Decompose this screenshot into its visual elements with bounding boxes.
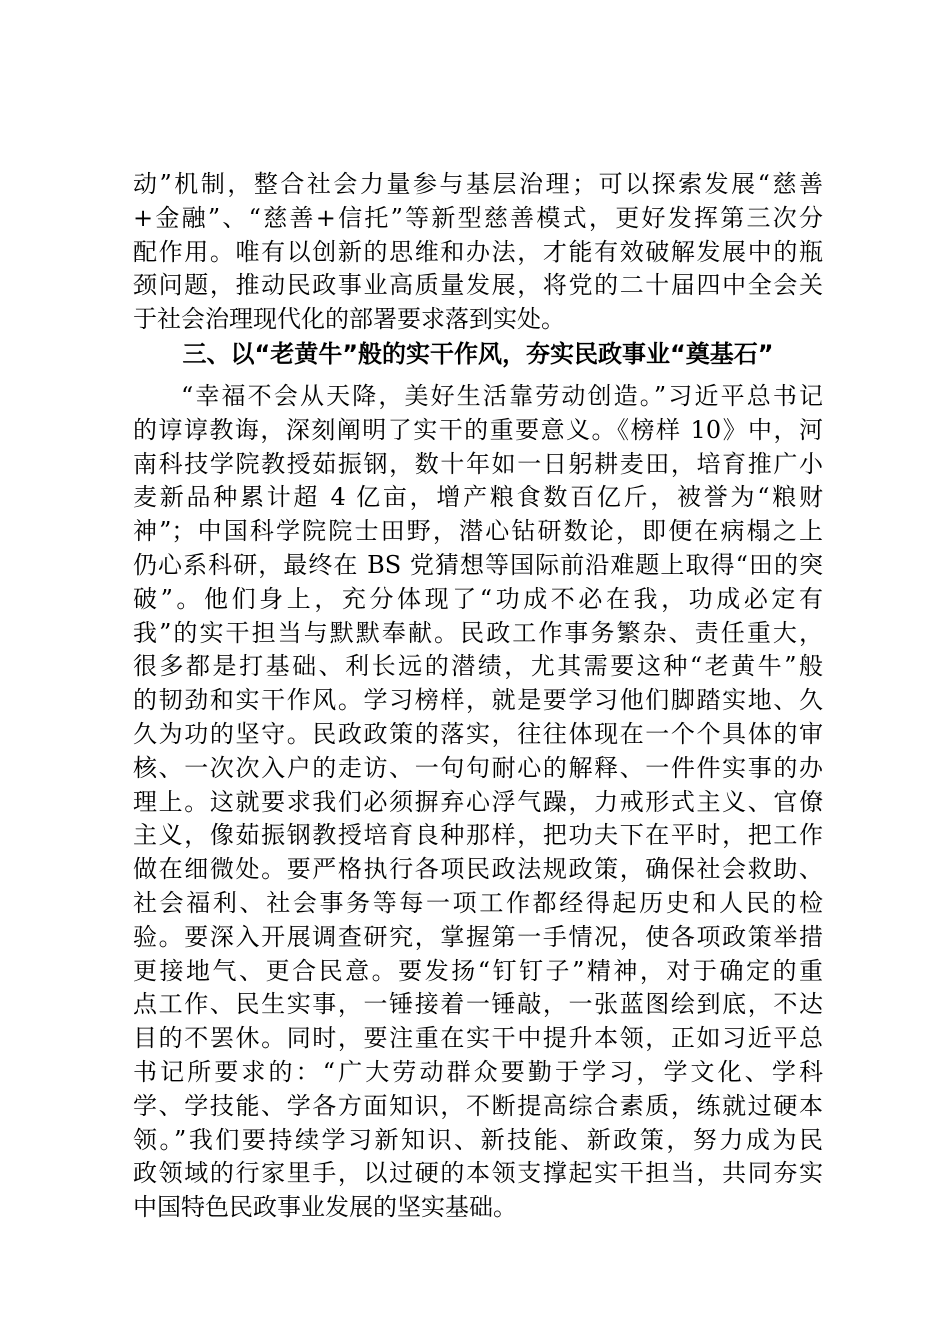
paragraph-line: 政领域的行家里手，以过硬的本领支撑起实干担当，共同夯实: [133, 1159, 823, 1188]
paragraph-line: 书记所要求的：“广大劳动群众要勤于学习，学文化、学科: [133, 1057, 823, 1086]
paragraph-line: 理上。这就要求我们必须摒弃心浮气躁，力戒形式主义、官僚: [133, 787, 823, 816]
paragraph-line: 目的不罢休。同时，要注重在实干中提升本领，正如习近平总: [133, 1024, 823, 1053]
paragraph-line: 南科技学院教授茹振钢，数十年如一日躬耕麦田，培育推广小: [133, 449, 823, 478]
paragraph-line: 中国特色民政事业发展的坚实基础。: [133, 1193, 517, 1222]
paragraph-line: 颈问题，推动民政事业高质量发展，将党的二十届四中全会关: [133, 271, 823, 300]
paragraph-line: +金融”、“慈善+信托”等新型慈善模式，更好发挥第三次分: [133, 203, 823, 232]
paragraph-line: 于社会治理现代化的部署要求落到实处。: [133, 305, 565, 334]
paragraph-2: [133, 380, 823, 1225]
paragraph-line: 动”机制，整合社会力量参与基层治理；可以探索发展“慈善: [133, 170, 823, 198]
paragraph-line: 麦新品种累计超 4 亿亩，增产粮食数百亿斤，被誉为“粮财: [133, 483, 823, 512]
paragraph-line: 主义，像茹振钢教授培育良种那样，把功夫下在平时，把工作: [133, 821, 823, 850]
paragraph-line: 神”；中国科学院院士田野，潜心钻研数论，即便在病榻之上: [133, 517, 823, 546]
paragraph-line: 做在细微处。要严格执行各项民政法规政策，确保社会救助、: [133, 855, 823, 884]
paragraph-line: 点工作、民生实事，一锤接着一锤敲，一张蓝图绘到底，不达: [133, 990, 823, 1019]
paragraph-line: 更接地气、更合民意。要发扬“钉钉子”精神，对于确定的重: [133, 956, 823, 985]
paragraph-line: 学、学技能、学各方面知识，不断提高综合素质，练就过硬本: [133, 1091, 823, 1120]
paragraph-line: 领。”我们要持续学习新知识、新技能、新政策，努力成为民: [133, 1125, 823, 1154]
paragraph-line: 很多都是打基础、利长远的潜绩，尤其需要这种“老黄牛”般: [133, 652, 823, 681]
paragraph-1: [133, 168, 823, 337]
paragraph-line: 久为功的坚守。民政政策的落实，往往体现在一个个具体的审: [133, 719, 823, 748]
paragraph-line: 核、一次次入户的走访、一句句耐心的解释、一件件实事的办: [133, 753, 823, 782]
paragraph-line: 社会福利、社会事务等每一项工作都经得起历史和人民的检: [133, 888, 823, 917]
paragraph-line: 验。要深入开展调查研究，掌握第一手情况，使各项政策举措: [133, 922, 823, 951]
paragraph-line: 的谆谆教诲，深刻阐明了实干的重要意义。《榜样 10》中，河: [133, 415, 823, 444]
section-heading: 三、以“老黄牛”般的实干作风，夯实民政事业“奠基石”: [182, 340, 774, 368]
paragraph-line: 我”的实干担当与默默奉献。民政工作事务繁杂、责任重大，: [133, 618, 823, 647]
paragraph-line: 配作用。唯有以创新的思维和办法，才能有效破解发展中的瓶: [133, 237, 823, 266]
paragraph-line: 的韧劲和实干作风。学习榜样，就是要学习他们脚踏实地、久: [133, 686, 823, 715]
paragraph-line: “幸福不会从天降，美好生活靠劳动创造。”习近平总书记: [181, 382, 823, 410]
paragraph-line: 仍心系科研，最终在 BS 党猜想等国际前沿难题上取得“田的突: [133, 550, 823, 579]
paragraph-line: 破”。他们身上，充分体现了“功成不必在我，功成必定有: [133, 584, 823, 613]
